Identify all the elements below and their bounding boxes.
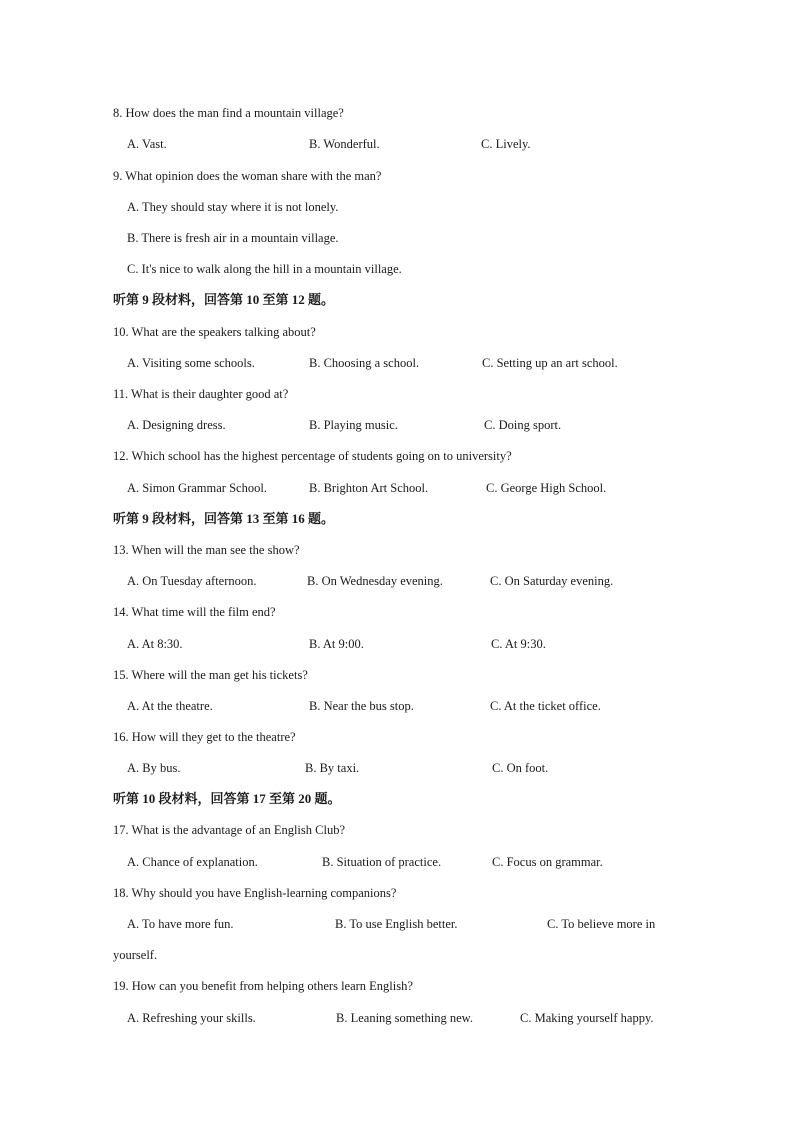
- question-16: 16. How will they get to the theatre?: [113, 730, 296, 744]
- option-c: C. George High School.: [486, 481, 607, 495]
- question-18: 18. Why should you have English-learning companions?: [113, 886, 397, 900]
- question-19: 19. How can you benefit from helping others learn English?: [113, 979, 413, 993]
- option-c: C. It's nice to walk along the hill in a mountain village.: [127, 262, 402, 276]
- option-b: B. There is fresh air in a mountain village.: [127, 231, 339, 245]
- option-a: A. Simon Grammar School.: [127, 481, 267, 495]
- section-heading: 听第 9 段材料，回答第 13 至第 16 题。: [113, 511, 335, 526]
- option-c: C. Lively.: [481, 137, 531, 151]
- option-b: B. By taxi.: [305, 761, 360, 775]
- option-b: B. To use English better.: [335, 917, 458, 931]
- option-c: C. Focus on grammar.: [492, 855, 603, 869]
- option-a: A. Chance of explanation.: [127, 855, 258, 869]
- option-b: B. At 9:00.: [309, 637, 364, 651]
- option-a: A. On Tuesday afternoon.: [127, 574, 257, 588]
- option-b: B. Situation of practice.: [322, 855, 442, 869]
- option-a: A. Refreshing your skills.: [127, 1011, 256, 1025]
- option-a: A. Visiting some schools.: [127, 356, 255, 370]
- option-c-continuation: yourself.: [113, 948, 158, 962]
- option-b: B. Brighton Art School.: [309, 481, 429, 495]
- option-b: B. Near the bus stop.: [309, 699, 414, 713]
- option-a: A. At 8:30.: [127, 637, 183, 651]
- option-a: A. They should stay where it is not lonely.: [127, 200, 339, 214]
- section-heading: 听第 9 段材料，回答第 10 至第 12 题。: [113, 292, 335, 307]
- section-heading: 听第 10 段材料，回答第 17 至第 20 题。: [113, 791, 341, 806]
- question-9: 9. What opinion does the woman share with the man?: [113, 169, 382, 183]
- option-c: C. At 9:30.: [491, 637, 546, 651]
- question-13: 13. When will the man see the show?: [113, 543, 300, 557]
- option-a: A. Designing dress.: [127, 418, 226, 432]
- option-c: C. On Saturday evening.: [490, 574, 614, 588]
- question-8: 8. How does the man find a mountain village?: [113, 106, 344, 120]
- question-12: 12. Which school has the highest percentage of students going on to university?: [113, 449, 512, 463]
- question-15: 15. Where will the man get his tickets?: [113, 668, 308, 682]
- option-c: C. Making yourself happy.: [520, 1011, 654, 1025]
- option-b: B. Leaning something new.: [336, 1011, 474, 1025]
- option-c: C. Setting up an art school.: [482, 356, 618, 370]
- question-14: 14. What time will the film end?: [113, 605, 276, 619]
- option-a: A. By bus.: [127, 761, 181, 775]
- option-b: B. Wonderful.: [309, 137, 380, 151]
- question-11: 11. What is their daughter good at?: [113, 387, 289, 401]
- option-c: C. At the ticket office.: [490, 699, 601, 713]
- question-10: 10. What are the speakers talking about?: [113, 325, 316, 339]
- option-c: C. On foot.: [492, 761, 549, 775]
- option-b: B. Choosing a school.: [309, 356, 420, 370]
- option-c: C. To believe more in: [547, 917, 656, 931]
- option-a: A. At the theatre.: [127, 699, 213, 713]
- option-c: C. Doing sport.: [484, 418, 562, 432]
- option-b: B. Playing music.: [309, 418, 398, 432]
- question-17: 17. What is the advantage of an English Club?: [113, 823, 346, 837]
- option-a: A. Vast.: [127, 137, 167, 151]
- option-b: B. On Wednesday evening.: [307, 574, 443, 588]
- option-a: A. To have more fun.: [127, 917, 234, 931]
